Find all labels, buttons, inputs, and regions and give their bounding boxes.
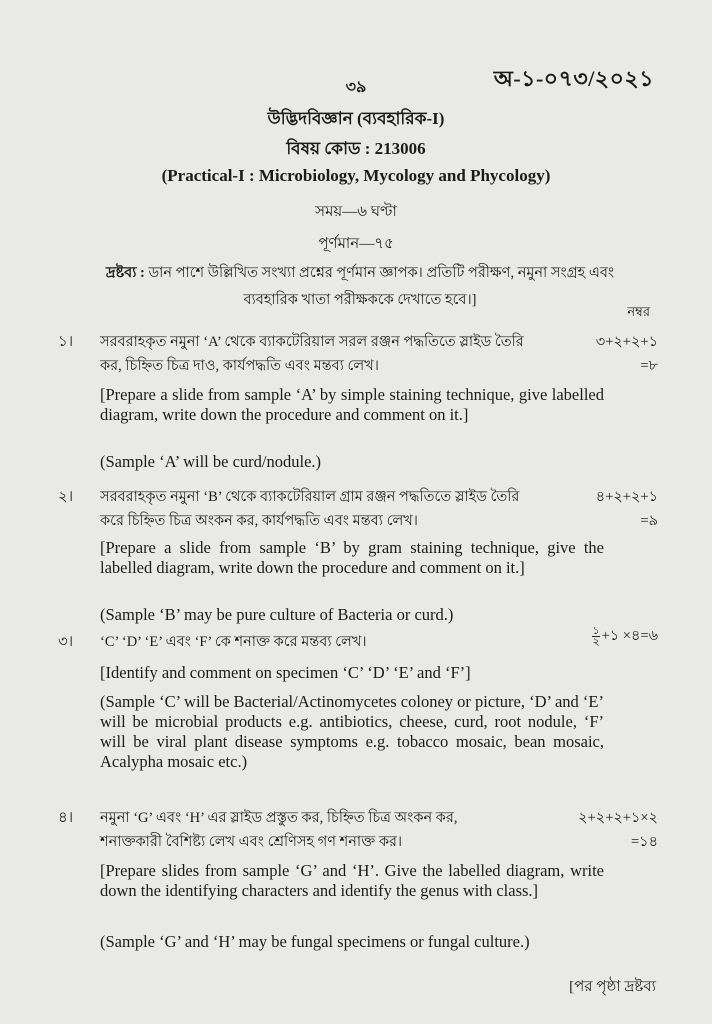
- question-english: [Identify and comment on specimen ‘C’ ‘D’ ‘E’ and ‘F’]: [100, 663, 471, 682]
- exam-code: অ-১-০৭৩/২০২১: [493, 66, 654, 91]
- instruction-note: [60, 260, 660, 314]
- full-marks: পূর্ণমান—৭৫: [318, 236, 394, 252]
- question-bengali-line-1: সরবরাহকৃত নমুনা ‘B’ থেকে ব্যাকটেরিয়াল গ্রাম রঞ্জন পদ্ধতিতে স্লাইড তৈরি: [100, 489, 520, 505]
- page-number: ৩৯: [345, 79, 367, 96]
- question-sample-note: (Sample ‘A’ will be curd/nodule.): [100, 452, 322, 471]
- question-english: [Prepare slides from sample ‘G’ and ‘H’. Give the labelled diagram, write down the identifying characters and identify the genus with class.]: [100, 861, 604, 900]
- question-number: ২।: [58, 489, 74, 505]
- question-marks-total: =১৪: [631, 834, 658, 850]
- question-english: [Prepare a slide from sample ‘B’ by gram staining technique, give the labelled diagram, write down the procedure and comment on it.]: [100, 538, 604, 577]
- fraction-half: $\frac{১}{২}$: [592, 625, 600, 649]
- practical-title: (Practical-I : Microbiology, Mycology and Phycology): [161, 166, 551, 185]
- question-marks: ২+২+২+১×২: [578, 810, 658, 826]
- question-3: [58, 625, 658, 800]
- question-bengali-line-1: ‘C’ ‘D’ ‘E’ এবং ‘F’ কে শনাক্ত করে মন্তব্য লেখ।: [100, 634, 367, 650]
- question-sample-note: (Sample ‘B’ may be pure culture of Bacteria or curd.): [100, 605, 454, 624]
- question-number: ৩।: [58, 634, 74, 650]
- question-4: [58, 806, 658, 976]
- question-english: [Prepare a slide from sample ‘A’ by simple staining technique, give labelled diagram, write down the procedure and comment on it.]: [100, 385, 604, 424]
- note-text-1: ডান পাশে উল্লিখিত সংখ্যা প্রশ্নের পূর্ণমান জ্ঞাপক। প্রতিটি পরীক্ষণ, নমুনা সংগ্রহ এবং: [148, 265, 615, 281]
- question-marks: ৪+২+২+১: [595, 489, 658, 505]
- subject-title: উদ্ভিদবিজ্ঞান (ব্যবহারিক-I): [267, 109, 445, 128]
- question-number: ৪।: [58, 810, 74, 826]
- question-bengali-line-1: নমুনা ‘G’ এবং ‘H’ এর স্লাইড প্রস্তুত কর, চিহ্নিত চিত্র অংকন কর,: [100, 810, 458, 826]
- question-bengali-line-2: করে চিহ্নিত চিত্র অংকন কর, কার্যপদ্ধতি এবং মন্তব্য লেখ।: [100, 513, 418, 529]
- note-label: দ্রষ্টব্য :: [105, 265, 145, 281]
- exam-time: সময়—৬ ঘণ্টা: [315, 204, 397, 220]
- question-marks: ৩+২+২+১: [595, 334, 658, 350]
- question-marks-total: =৯: [640, 513, 658, 529]
- question-marks: [528, 624, 658, 649]
- question-number: ১।: [58, 334, 74, 350]
- question-bengali-line-2: কর, চিহ্নিত চিত্র দাও, কার্যপদ্ধতি এবং মন্তব্য লেখ।: [100, 358, 379, 374]
- note-line-1: [60, 260, 660, 287]
- question-2: [58, 485, 658, 625]
- question-marks-total: =৮: [640, 358, 658, 374]
- note-line-2: ব্যবহারিক খাতা পরীক্ষককে দেখাতে হবে।]: [243, 292, 477, 308]
- subject-code: বিষয় কোড : 213006: [286, 139, 426, 158]
- question-sample-note: (Sample ‘G’ and ‘H’ may be fungal specimens or fungal culture.): [100, 932, 530, 951]
- question-bengali-line-1: সরবরাহকৃত নমুনা ‘A’ থেকে ব্যাকটেরিয়াল সরল রঞ্জন পদ্ধতিতে স্লাইড তৈরি: [100, 334, 524, 350]
- question-1: [58, 330, 658, 470]
- question-marks-expression: +১ ×৪=৬: [601, 628, 658, 644]
- marks-column-heading: নম্বর: [627, 304, 650, 319]
- question-sample-note: (Sample ‘C’ will be Bacterial/Actinomycetes coloney or picture, ‘D’ and ‘E’ will be microbial products e.g. antibiotics, cheese, curd, root nodule, ‘F’ will be viral plant disease symptoms e.g. tobacco mosaic, bean mosaic, Acalypha mosaic etc.): [100, 692, 604, 771]
- question-bengali-line-2: শনাক্তকারী বৈশিষ্ট্য লেখ এবং শ্রেণিসহ গণ শনাক্ত কর।: [100, 834, 403, 850]
- next-page-note: [পর পৃষ্ঠা দ্রষ্টব্য: [569, 979, 656, 995]
